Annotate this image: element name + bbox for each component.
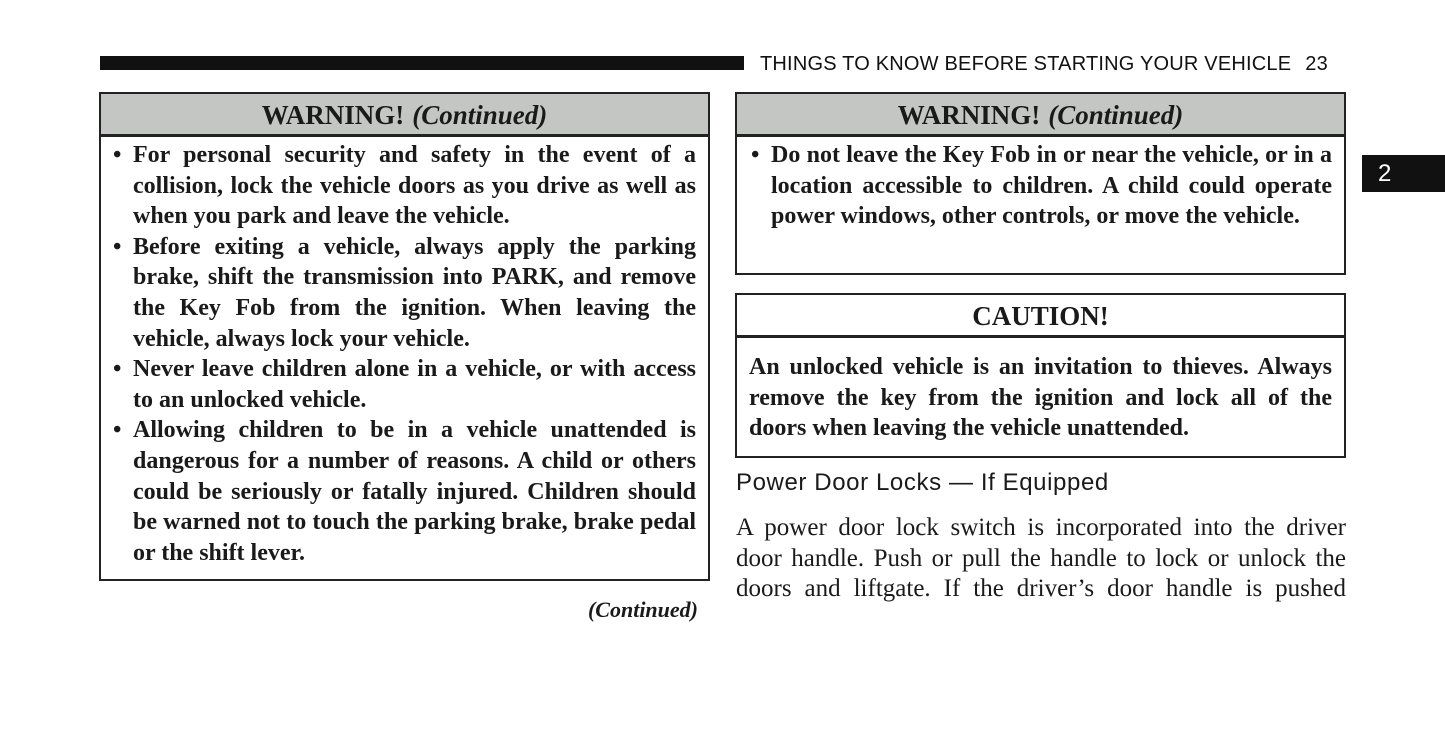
caution-header: CAUTION! [737,295,1344,338]
continued-note: (Continued) [587,597,698,622]
warning-body [101,137,708,568]
warning-title-suffix: (Continued) [1048,100,1184,130]
page-number: 23 [1305,53,1328,75]
warning-box-right [735,92,1346,275]
warning-bullet: • Allowing children to be in a vehicle unattended is dangerous for a number of reasons. A child or others could be seriously or fatally injured. Children should be warned not to touch the parking brake, brake pedal or the shift lever. [113,415,696,568]
warning-title: WARNING! [897,100,1041,130]
chapter-tab: 2 [1362,155,1445,192]
warning-header [737,94,1344,137]
section-heading: Power Door Locks — If Equipped [736,469,1109,496]
warning-body [737,137,1344,232]
warning-bullet: • Do not leave the Key Fob in or near the vehicle, or in a location accessible to children. A child could operate power windows, other controls, or move the vehicle. [751,140,1332,232]
warning-bullet: • Before exiting a vehicle, always apply the parking brake, shift the transmission into PARK, and remove the Key Fob from the ignition. When leaving the vehicle, always lock your vehicle. [113,232,696,354]
warning-bullet: • For personal security and safety in the event of a collision, lock the vehicle doors as you drive as well as when you park and leave the vehicle. [113,140,696,232]
warning-title: WARNING! [261,100,405,130]
header-rule [100,56,744,70]
caution-box [735,293,1346,458]
warning-box-left [99,92,710,581]
warning-bullet: • Never leave children alone in a vehicle, or with access to an unlocked vehicle. [113,354,696,415]
running-title: THINGS TO KNOW BEFORE STARTING YOUR VEHICLE [760,53,1292,75]
section-body: A power door lock switch is incorporated into the driver door handle. Push or pull the handle to lock or unlock the doors and liftgate. If the driver’s door handle is pushed [736,514,1346,602]
caution-body: An unlocked vehicle is an invitation to thieves. Always remove the key from the ignition and lock all of the doors when leaving the vehicle unattended. [749,354,1332,442]
running-header [760,53,1328,76]
warning-title-suffix: (Continued) [412,100,548,130]
warning-header [101,94,708,137]
